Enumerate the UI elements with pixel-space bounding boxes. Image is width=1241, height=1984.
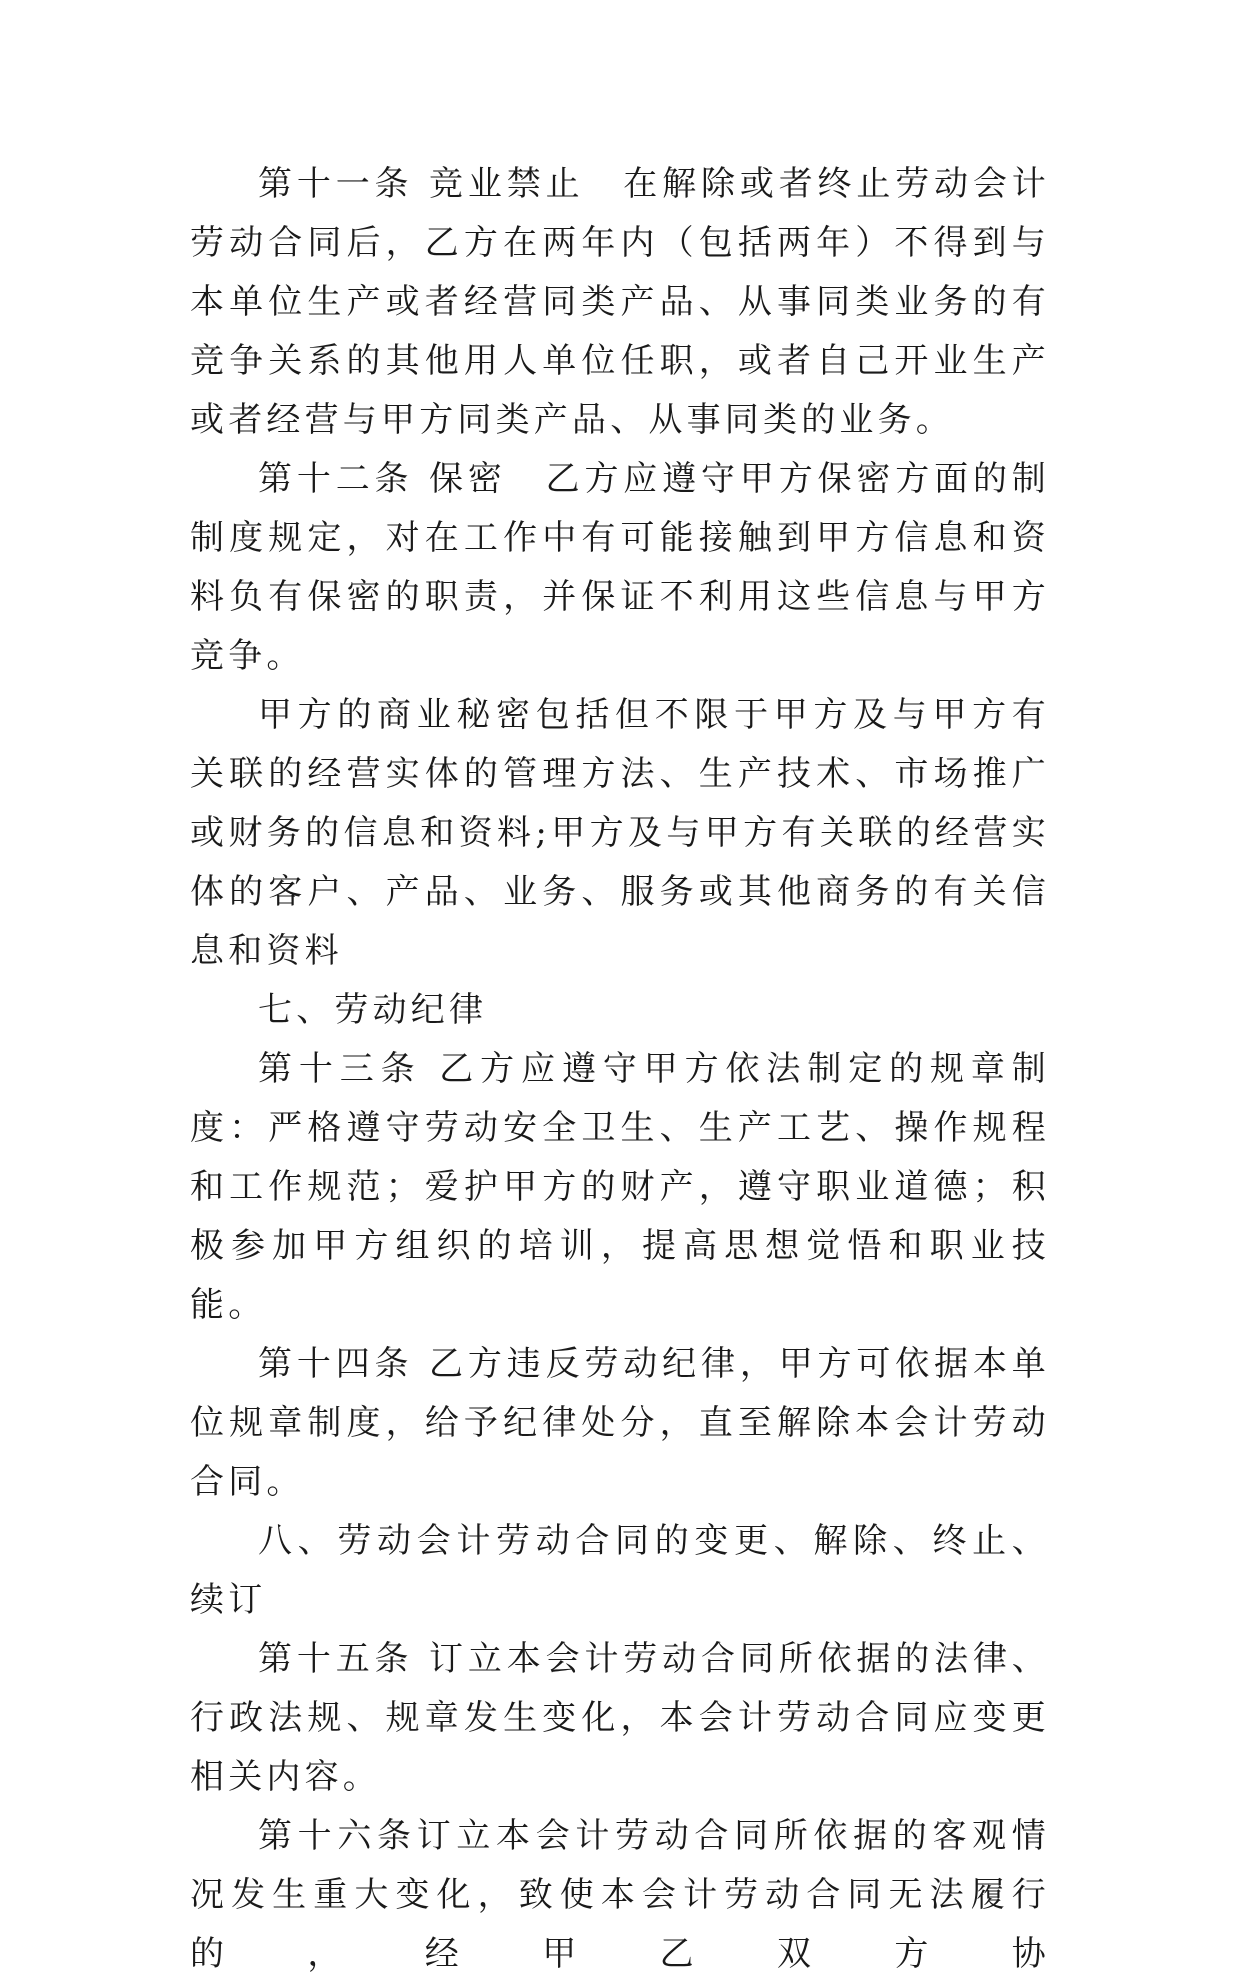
article-14-discipline: 第十四条 乙方违反劳动纪律，甲方可依据本单位规章制度，给予纪律处分，直至解除本会计劳动合同。 <box>190 1344 1050 1502</box>
section-heading-labor-discipline: 七、劳动纪律 <box>258 990 488 1030</box>
article-16-circumstance-change: 第十六条订立本会计劳动合同所依据的客观情况发生重大变化，致使本会计劳动合同无法履行的，经甲乙双方协 <box>190 1816 1050 1974</box>
article-12-confidentiality: 第十二条 保密 乙方应遵守甲方保密方面的制制度规定，对在工作中有可能接触到甲方信息和资料负有保密的职责，并保证不利用这些信息与甲方竞争。 <box>190 459 1050 676</box>
section-heading-contract-changes: 八、劳动会计劳动合同的变更、解除、终止、续订 <box>190 1521 1050 1620</box>
document-body <box>190 155 1050 1984</box>
article-13-rules: 第十三条 乙方应遵守甲方依法制定的规章制度：严格遵守劳动安全卫生、生产工艺、操作规程和工作规范；爱护甲方的财产，遵守职业道德；积极参加甲方组织的培训，提高思想觉悟和职业技能。 <box>190 1049 1050 1325</box>
article-11-non-compete: 第十一条 竞业禁止 在解除或者终止劳动会计劳动合同后，乙方在两年内（包括两年）不得到与本单位生产或者经营同类产品、从事同类业务的有竞争关系的其他用人单位任职，或者自己开业生产或者经营与甲方同类产品、从事同类的业务。 <box>190 164 1050 440</box>
article-15-legal-change: 第十五条 订立本会计劳动合同所依据的法律、行政法规、规章发生变化，本会计劳动合同应变更相关内容。 <box>190 1639 1050 1797</box>
trade-secrets-paragraph: 甲方的商业秘密包括但不限于甲方及与甲方有关联的经营实体的管理方法、生产技术、市场推广或财务的信息和资料;甲方及与甲方有关联的经营实体的客户、产品、业务、服务或其他商务的有关信息和资料 <box>190 695 1050 971</box>
